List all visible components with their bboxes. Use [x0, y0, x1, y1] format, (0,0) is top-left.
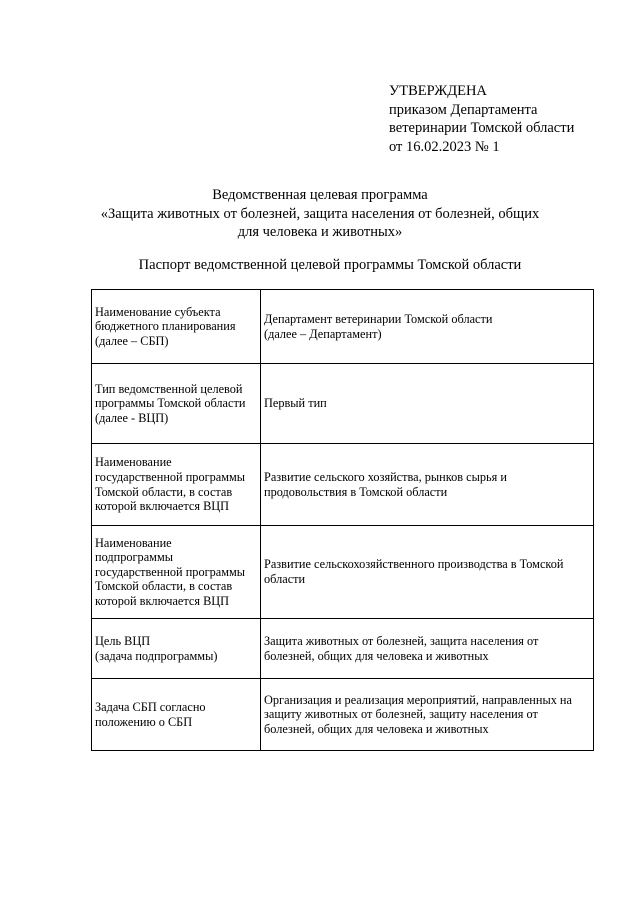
- value-line: Развитие сельского хозяйства, рынков сырья и: [264, 469, 507, 484]
- program-title-line: «Защита животных от болезней, защита населения от болезней, общих: [100, 205, 540, 222]
- row-value-cell: [261, 364, 594, 444]
- label-line: (далее - ВЦП): [95, 410, 169, 425]
- row-label-cell: [92, 619, 261, 679]
- table-row: [92, 679, 594, 751]
- label-line: Наименование субъекта: [95, 304, 221, 319]
- label-line: Цель ВЦП: [95, 633, 151, 648]
- value-line: защиту животных от болезней, защиту населения от: [264, 707, 538, 722]
- label-line: бюджетного планирования: [95, 319, 236, 334]
- value-line: Организация и реализация мероприятий, направленных на: [264, 692, 572, 707]
- label-line: программы Томской области: [95, 396, 246, 411]
- label-line: Томской области, в состав: [95, 579, 233, 594]
- passport-title: Паспорт ведомственной целевой программы Томской области: [138, 257, 522, 273]
- label-line: Наименование: [95, 535, 172, 550]
- table-row: [92, 619, 594, 679]
- row-value-cell: [261, 679, 594, 751]
- label-line: которой включается ВЦП: [95, 499, 230, 514]
- label-line: государственной программы: [95, 469, 246, 484]
- program-title-line: для человека и животных»: [237, 224, 403, 240]
- row-value-cell: [261, 444, 594, 526]
- row-value-cell: [261, 290, 594, 364]
- value-line: Защита животных от болезней, защита населения от: [264, 633, 539, 648]
- approval-stamp: [389, 82, 629, 156]
- row-value-cell: [261, 526, 594, 619]
- row-label-cell: [92, 526, 261, 619]
- value-line: продовольствия в Томской области: [264, 484, 448, 499]
- approval-department-line: ветеринарии Томской области: [389, 120, 575, 136]
- label-line: Наименование: [95, 455, 172, 470]
- program-title: [60, 186, 580, 242]
- row-label-cell: [92, 444, 261, 526]
- table-row: [92, 364, 594, 444]
- value-line: Департамент ветеринарии Томской области: [264, 311, 493, 326]
- program-title-line: Ведомственная целевая программа: [212, 187, 428, 203]
- table-row: [92, 526, 594, 619]
- approval-date-line: от 16.02.2023 № 1: [389, 138, 500, 155]
- row-label-cell: [92, 364, 261, 444]
- row-label-cell: [92, 679, 261, 751]
- label-line: (задача подпрограммы): [95, 648, 218, 663]
- value-line: (далее – Департамент): [264, 326, 382, 341]
- label-line: Томской области, в состав: [95, 484, 233, 499]
- label-line: Тип ведомственной целевой: [95, 381, 243, 396]
- value-line: болезней, общих для человека и животных: [264, 721, 489, 736]
- value-line: Первый тип: [264, 396, 327, 411]
- label-line: положению о СБП: [95, 714, 193, 729]
- passport-table: [91, 289, 594, 751]
- approval-heading: УТВЕРЖДЕНА: [389, 83, 487, 99]
- row-label-cell: [92, 290, 261, 364]
- table-row: [92, 444, 594, 526]
- label-line: подпрограммы: [95, 550, 173, 565]
- approval-order-line: приказом Департамента: [389, 101, 538, 118]
- value-line: Развитие сельскохозяйственного производства в Томской: [264, 557, 564, 572]
- label-line: Задача СБП согласно: [95, 699, 206, 714]
- label-line: которой включается ВЦП: [95, 593, 230, 608]
- value-line: болезней, общих для человека и животных: [264, 648, 489, 663]
- table-row: [92, 290, 594, 364]
- label-line: (далее – СБП): [95, 333, 169, 348]
- label-line: государственной программы: [95, 564, 246, 579]
- row-value-cell: [261, 619, 594, 679]
- value-line: области: [264, 572, 306, 586]
